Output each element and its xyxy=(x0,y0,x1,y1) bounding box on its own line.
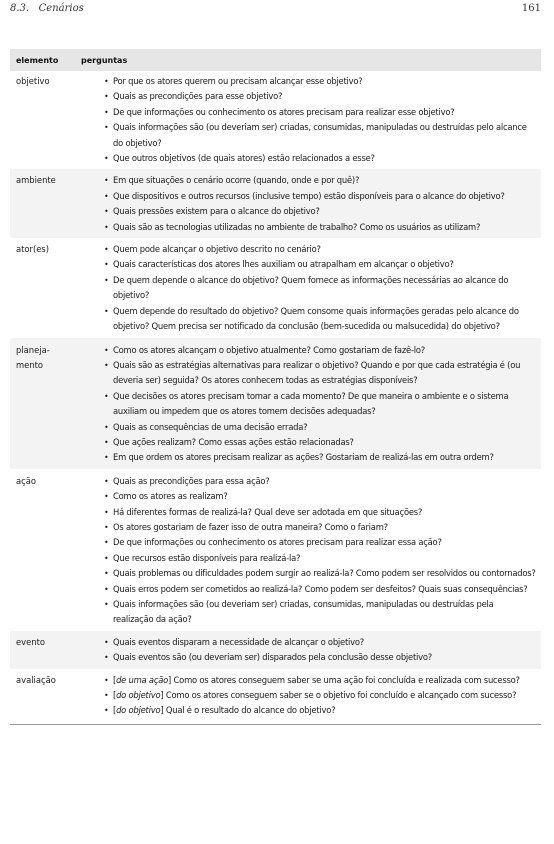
table-body xyxy=(10,71,541,724)
question-item xyxy=(81,650,536,665)
question-list xyxy=(81,474,536,628)
questions-cell xyxy=(81,635,541,666)
question-text: Que ações realizam? Como essas ações estão relacionadas? xyxy=(113,436,354,447)
question-text: De quem depende o alcance do objetivo? Quem fornece as informações necessárias ao alcance do objetivo? xyxy=(113,274,509,301)
question-list xyxy=(81,173,536,235)
question-item xyxy=(81,151,536,166)
question-text: Quem depende do resultado do objetivo? Quem consome quais informações geradas pelo alcance do objetivo? Quem precisa ser notificado da conclusão (bem-sucedida ou malsucedida) do objetivo? xyxy=(113,305,519,332)
question-item xyxy=(81,582,536,597)
element-cell: evento xyxy=(16,636,45,647)
question-list xyxy=(81,343,536,466)
header-element: elemento xyxy=(16,55,59,65)
question-item xyxy=(81,489,536,504)
element-cell: objetivo xyxy=(16,76,50,86)
question-item xyxy=(81,420,536,435)
question-text: Quais são as estratégias alternativas para realizar o objetivo? Quando e por que cada estratégia é (ou deveria ser) seguida? Os atores conhecem todas as estratégias disponíveis? xyxy=(113,359,521,386)
question-text: Quais são as tecnologias utilizadas no ambiente de trabalho? Como os usuários as utilizam? xyxy=(113,221,481,232)
evaluation-tag: do objetivo xyxy=(116,690,161,701)
header-questions: perguntas xyxy=(81,55,128,65)
question-text: Há diferentes formas de realizá-la? Qual deve ser adotada em que situações? xyxy=(113,506,423,517)
page-number: 161 xyxy=(521,3,541,14)
question-text: Que outros objetivos (de quais atores) estão relacionados a esse? xyxy=(113,153,375,164)
question-text: Quais as precondições para essa ação? xyxy=(113,475,270,486)
table-row xyxy=(10,71,541,169)
question-list xyxy=(81,242,536,334)
question-text: Qual é o resultado do alcance do objetivo? xyxy=(165,705,336,716)
question-item xyxy=(81,389,536,420)
element-cell: planeja- mento xyxy=(16,344,50,370)
question-item xyxy=(81,173,536,188)
question-text: Os atores gostariam de fazer isso de outra maneira? Como o fariam? xyxy=(113,521,388,532)
questions-cell xyxy=(81,173,541,235)
running-head xyxy=(10,3,541,17)
question-text: Que dispositivos e outros recursos (inclusive tempo) estão disponíveis para o alcance do objetivo? xyxy=(113,190,505,201)
question-text: Em que ordem os atores precisam realizar as ações? Gostariam de realizá-las em outra ordem? xyxy=(113,452,494,463)
element-cell: ação xyxy=(16,475,36,486)
question-text: Quais informações são (ou deveriam ser) criadas, consumidas, manipuladas ou destruídas pela realização da ação? xyxy=(113,599,494,625)
question-item xyxy=(81,551,536,566)
question-text: Quais pressões existem para o alcance do objetivo? xyxy=(113,206,320,217)
question-text: Quais as precondições para esse objetivo? xyxy=(113,91,283,102)
question-item xyxy=(81,435,536,450)
question-item xyxy=(81,535,536,550)
question-item xyxy=(81,566,536,581)
question-item xyxy=(81,120,536,151)
question-item xyxy=(81,343,536,358)
question-text: Quais erros podem ser cometidos ao realizá-la? Como podem ser desfeitos? Quais suas consequências? xyxy=(113,583,528,594)
question-text: De que informações ou conhecimento os atores precisam para realizar essa ação? xyxy=(113,537,442,548)
question-list xyxy=(81,635,536,666)
questions-cell xyxy=(81,673,541,719)
question-item xyxy=(81,450,536,465)
question-item xyxy=(81,204,536,219)
question-text: Que recursos estão disponíveis para realizá-la? xyxy=(113,552,301,563)
question-item xyxy=(81,520,536,535)
table-row xyxy=(10,669,541,724)
question-item xyxy=(81,74,536,89)
table-row xyxy=(10,238,541,337)
question-text: Quais as consequências de uma decisão errada? xyxy=(113,421,308,432)
question-text: De que informações ou conhecimento os atores precisam para realizar esse objetivo? xyxy=(113,106,455,117)
question-text: Quais características dos atores lhes auxiliam ou atrapalham em alcançar o objetivo? xyxy=(113,259,454,270)
question-text: Em que situações o cenário ocorre (quando, onde e por quê)? xyxy=(113,175,360,186)
question-item xyxy=(81,635,536,650)
question-text: Como os atores conseguem saber se o objetivo foi concluído e alcançado com sucesso? xyxy=(165,690,517,701)
question-list xyxy=(81,74,536,166)
questions-cell xyxy=(81,74,541,166)
question-item xyxy=(81,189,536,204)
question-text: Como os atores as realizam? xyxy=(113,491,228,502)
table-row xyxy=(10,469,541,631)
question-item xyxy=(81,242,536,257)
question-text: Como os atores conseguem saber se uma ação foi concluída e realizada com sucesso? xyxy=(173,674,520,685)
question-item xyxy=(81,89,536,104)
table-row xyxy=(10,631,541,669)
question-item xyxy=(81,220,536,235)
question-item xyxy=(81,358,536,389)
question-item xyxy=(81,304,536,335)
evaluation-tag: de uma ação xyxy=(116,674,169,685)
question-text: Quais problemas ou dificuldades podem surgir ao realizá-la? Como podem ser resolvidos ou contornados? xyxy=(113,568,536,579)
section-heading: 8.3. Cenários xyxy=(10,3,84,14)
question-list xyxy=(81,673,536,719)
question-item xyxy=(81,474,536,489)
question-item xyxy=(81,597,536,628)
question-item xyxy=(81,273,536,304)
question-item: • [do objetivo] Qual é o resultado do alcance do objetivo? xyxy=(81,703,536,718)
question-text: Como os atores alcançam o objetivo atualmente? Como gostariam de fazê-lo? xyxy=(113,344,425,355)
question-text: Quais eventos são (ou deveriam ser) disparados pela conclusão desse objetivo? xyxy=(113,652,432,663)
question-item xyxy=(81,105,536,120)
element-cell: avaliação xyxy=(16,674,56,685)
table-row xyxy=(10,169,541,238)
question-text: Por que os atores querem ou precisam alcançar esse objetivo? xyxy=(113,76,363,86)
question-item xyxy=(81,505,536,520)
question-text: Quais informações são (ou deveriam ser) criadas, consumidas, manipuladas ou destruídas pelo alcance do objetivo? xyxy=(113,122,527,148)
questions-cell xyxy=(81,343,541,466)
question-text: Quem pode alcançar o objetivo descrito no cenário? xyxy=(113,244,321,255)
question-item: • [do objetivo] Como os atores conseguem saber se o objetivo foi concluído e alcançado com sucesso? xyxy=(81,688,536,703)
question-text: Quais eventos disparam a necessidade de alcançar o objetivo? xyxy=(113,636,365,647)
table-row xyxy=(10,338,541,469)
questions-cell xyxy=(81,242,541,334)
element-cell: ator(es) xyxy=(16,244,50,255)
evaluation-tag: do objetivo xyxy=(116,705,161,716)
element-cell: ambiente xyxy=(16,175,56,186)
questions-table xyxy=(10,49,541,725)
questions-cell xyxy=(81,474,541,628)
question-item: • [de uma ação] Como os atores conseguem saber se uma ação foi concluída e realizada com sucesso? xyxy=(81,673,536,688)
question-text: Que decisões os atores precisam tomar a cada momento? De que maneira o ambiente e o sistema auxiliam ou impedem que os atores tomem decisões adequadas? xyxy=(113,390,509,417)
table-header xyxy=(10,49,541,71)
question-item xyxy=(81,257,536,272)
